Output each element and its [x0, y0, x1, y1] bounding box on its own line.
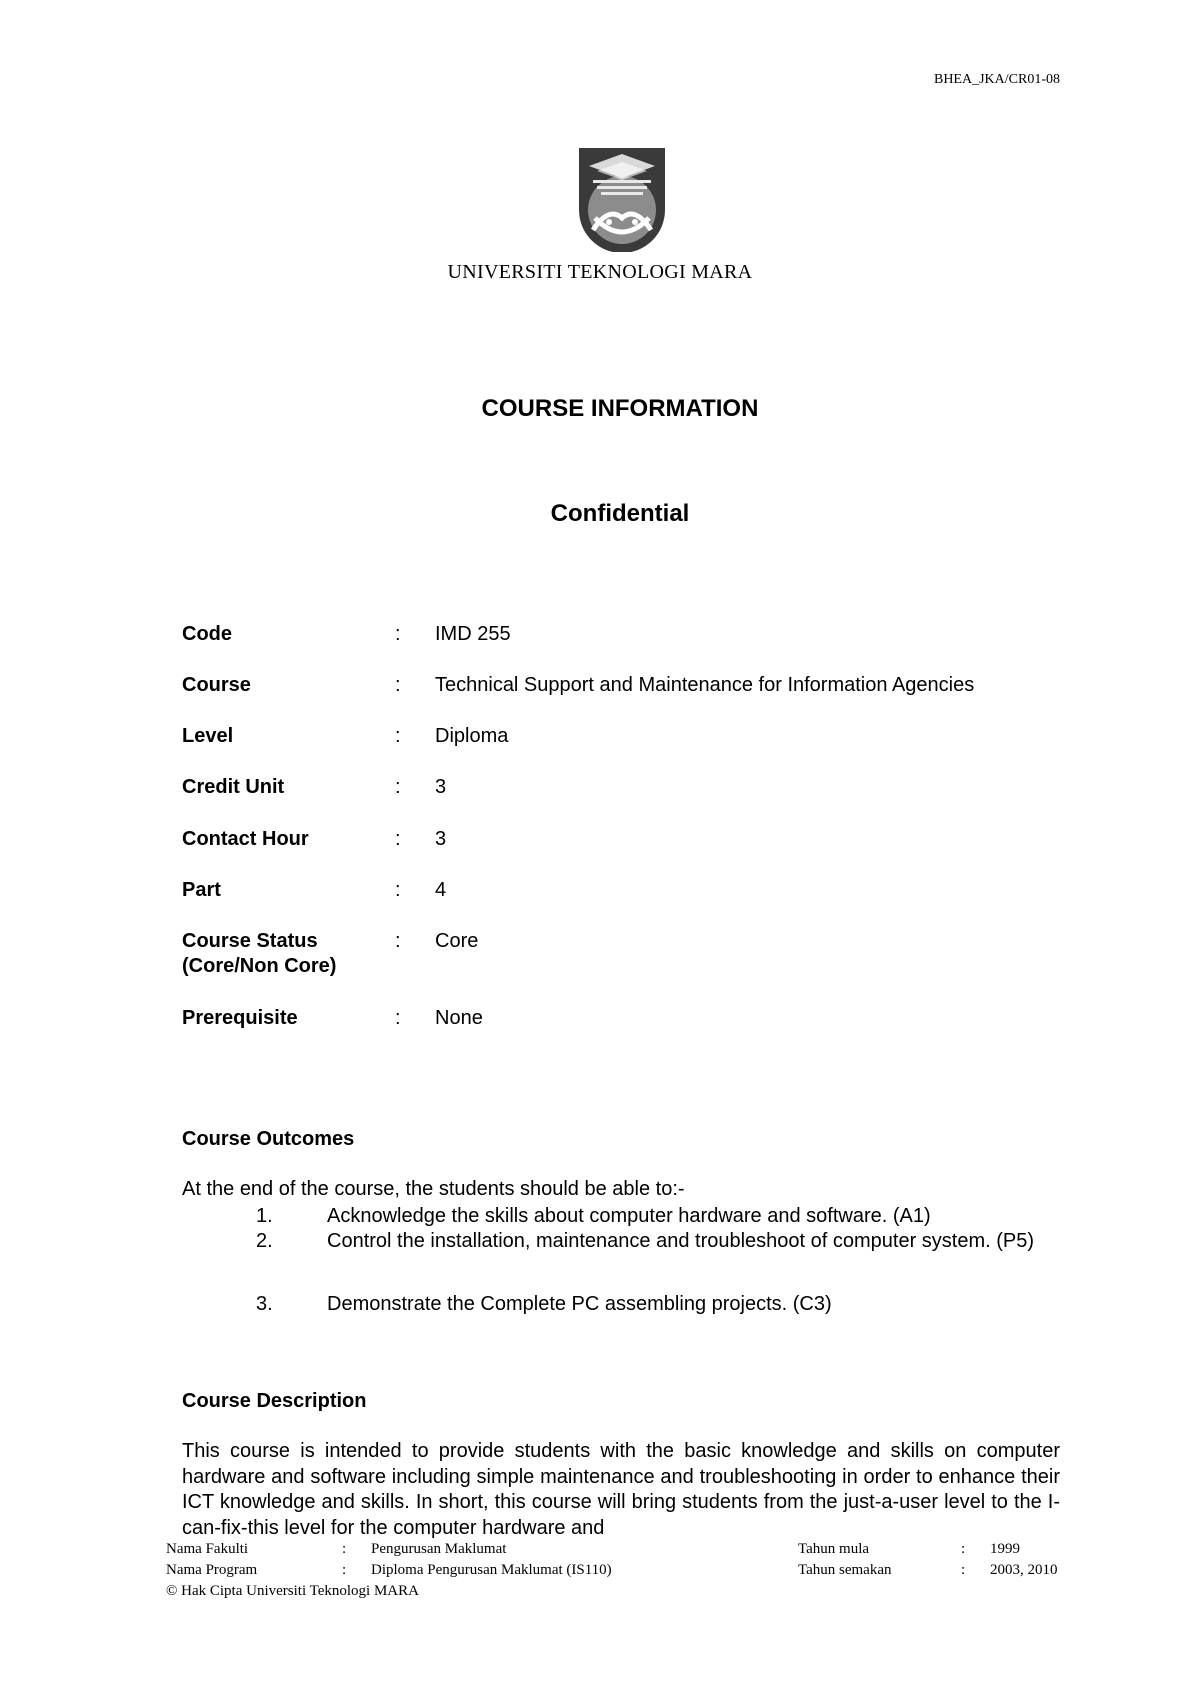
- footer-label: Tahun mula: [798, 1541, 870, 1557]
- list-item-number: 3.: [256, 1293, 273, 1315]
- footer-value: 2003, 2010: [990, 1562, 1058, 1578]
- list-item-text: Control the installation, maintenance and troubleshoot of computer system. (P5): [327, 1230, 1035, 1252]
- list-item-text: Acknowledge the skills about computer hardware and software. (A1): [327, 1205, 931, 1227]
- description-text: This course is intended to provide students with the basic knowledge and skills on computer hardware and software including simple maintenance and troubleshooting in order to enhance their ICT knowledge and skills. In short, this course will bring students from the just-a-user level to the I-can-fix-this level for the computer hardware and: [182, 1440, 1060, 1539]
- info-value: 4: [435, 879, 447, 901]
- footer-label: Nama Program: [166, 1562, 258, 1578]
- info-colon: :: [395, 725, 401, 747]
- page-title: COURSE INFORMATION: [481, 395, 759, 422]
- footer-row-copyright: [166, 1581, 1086, 1602]
- info-colon: :: [395, 1007, 401, 1029]
- copyright-text: © Hak Cipta Universiti Teknologi MARA: [166, 1583, 419, 1599]
- university-name: UNIVERSITI TEKNOLOGI MARA: [447, 261, 753, 283]
- description-heading: Course Description: [182, 1390, 367, 1412]
- footer-value: Diploma Pengurusan Maklumat (IS110): [371, 1562, 612, 1578]
- university-logo: [579, 148, 665, 252]
- footer-label: Tahun semakan: [798, 1562, 892, 1578]
- info-value: None: [435, 1007, 483, 1029]
- info-colon: :: [395, 828, 401, 850]
- footer-colon: :: [342, 1541, 347, 1557]
- info-colon: :: [395, 623, 401, 645]
- footer-label: Nama Fakulti: [166, 1541, 249, 1557]
- info-label: Part: [182, 879, 221, 901]
- info-label-line: Course Status: [182, 930, 318, 952]
- footer-colon: :: [961, 1562, 966, 1578]
- info-label: Credit Unit: [182, 776, 285, 798]
- outcomes-intro: At the end of the course, the students should be able to:-: [182, 1178, 685, 1200]
- info-value: 3: [435, 776, 447, 798]
- info-colon: :: [395, 674, 401, 696]
- info-label: Code: [182, 623, 232, 645]
- info-label-line: (Core/Non Core): [182, 955, 337, 977]
- info-colon: :: [395, 879, 401, 901]
- footer-value: 1999: [990, 1541, 1020, 1557]
- info-label: [182, 929, 382, 979]
- outcomes-heading: Course Outcomes: [182, 1128, 355, 1150]
- info-value: IMD 255: [435, 623, 511, 645]
- info-label: Contact Hour: [182, 828, 309, 850]
- list-item-text: Demonstrate the Complete PC assembling projects. (C3): [327, 1293, 832, 1315]
- footer-colon: :: [342, 1562, 347, 1578]
- info-value: Technical Support and Maintenance for Information Agencies: [435, 674, 975, 696]
- footer-value: Pengurusan Maklumat: [371, 1541, 507, 1557]
- page-footer: [166, 1539, 1086, 1602]
- info-value: Diploma: [435, 725, 509, 747]
- info-value: Core: [435, 930, 479, 952]
- footer-row-program: [166, 1560, 1086, 1581]
- info-value: 3: [435, 828, 447, 850]
- info-label: Level: [182, 725, 234, 747]
- footer-colon: :: [961, 1541, 966, 1557]
- footer-row-faculty: [166, 1539, 1086, 1560]
- info-colon: :: [395, 776, 401, 798]
- info-colon: :: [395, 930, 401, 952]
- info-label: Prerequisite: [182, 1007, 298, 1029]
- classification-label: Confidential: [550, 500, 690, 527]
- info-label: Course: [182, 674, 251, 696]
- list-item-number: 1.: [256, 1205, 273, 1227]
- document-code: BHEA_JKA/CR01-08: [933, 72, 1060, 87]
- list-item-number: 2.: [256, 1230, 273, 1252]
